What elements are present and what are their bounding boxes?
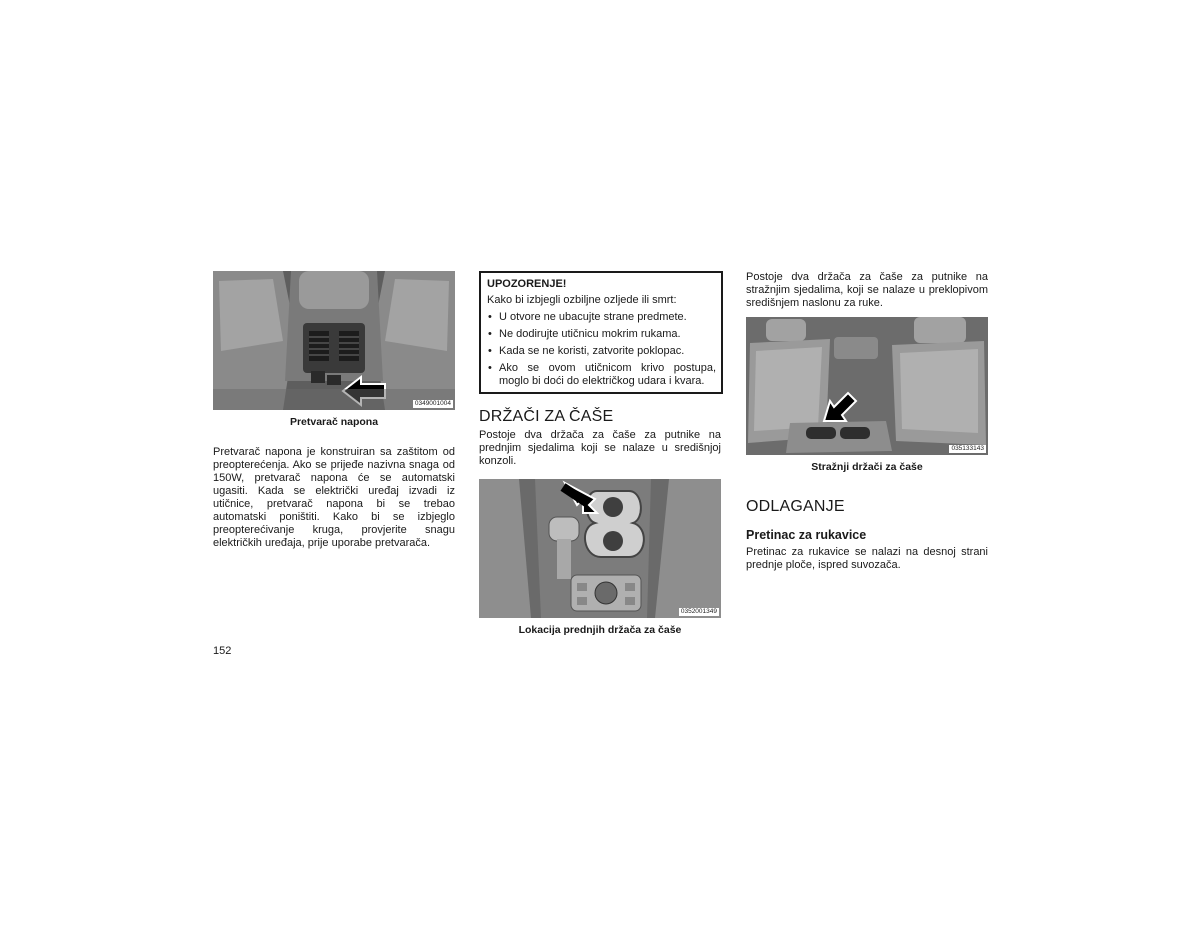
warning-item-text: Ako se ovom utičnicom krivo postupa, moglo bi doći do električkog udara i kvara. <box>499 362 716 387</box>
body-paragraph: Pretinac za rukavice se nalazi na desnoj strani prednje ploče, ispred suvozača. <box>746 546 988 571</box>
front-cupholders-photo <box>479 479 721 618</box>
warning-item-text: Ne dodirujte utičnicu mokrim rukama. <box>499 328 681 340</box>
column-middle <box>479 271 721 637</box>
warning-item-text: U otvore ne ubacujte strane predmete. <box>499 311 687 323</box>
subsection-heading: Pretinac za rukavice <box>746 528 867 542</box>
body-paragraph: Postoje dva držača za čaše za putnike na stražnjim sjedalima, koji se nalaze u preklopivom središnjem naslonu za ruke. <box>746 271 988 309</box>
warning-item <box>487 328 716 341</box>
rear-cupholders-illustration <box>746 317 988 455</box>
image-code: 035133143 <box>951 445 984 452</box>
bullet-icon: • <box>488 345 492 357</box>
image-code: 0349001004 <box>414 400 451 407</box>
warning-intro: Kako bi izbjegli ozbiljne ozljede ili smrt: <box>487 294 677 306</box>
warning-list <box>487 311 716 388</box>
front-cupholders-illustration <box>479 479 721 618</box>
warning-item <box>487 345 716 358</box>
warning-box <box>479 271 723 394</box>
figure-caption: Stražnji držači za čaše <box>811 461 923 473</box>
power-inverter-photo <box>213 271 455 410</box>
warning-item-text: Kada se ne koristi, zatvorite poklopac. <box>499 345 685 357</box>
power-inverter-illustration <box>213 271 455 410</box>
rear-cupholders-photo <box>746 317 988 455</box>
bullet-icon: • <box>488 362 492 374</box>
page-number: 152 <box>213 645 232 657</box>
bullet-icon: • <box>488 311 492 323</box>
body-paragraph: Postoje dva držača za čaše za putnike na prednjim sjedalima koji se nalaze u središnjoj konzoli. <box>479 429 721 467</box>
column-left <box>213 271 455 550</box>
warning-title: UPOZORENJE! <box>487 278 567 290</box>
body-paragraph: Pretvarač napona je konstruiran sa zaštitom od preopterećenja. Ako se prijeđe nazivna snaga od 150W, pretvarač napona će se automatski ugasiti. Kada se električki uređaj izvadi iz utičnice, pretvarač napona bi se trebao automatski poništiti. Kako bi se izbjeglo preopterećivanje kruga, provjerite snagu električkih uređaja, prije uporabe pretvarača. <box>213 446 455 549</box>
image-code: 0352001349 <box>680 608 717 615</box>
section-heading: DRŽAČI ZA ČAŠE <box>479 408 614 425</box>
warning-item <box>487 362 716 388</box>
figure-caption: Pretvarač napona <box>289 416 379 428</box>
column-right <box>746 271 988 572</box>
section-heading: ODLAGANJE <box>746 498 845 515</box>
figure-caption: Lokacija prednjih držača za čaše <box>518 624 682 636</box>
warning-item <box>487 311 716 324</box>
bullet-icon: • <box>488 328 492 340</box>
